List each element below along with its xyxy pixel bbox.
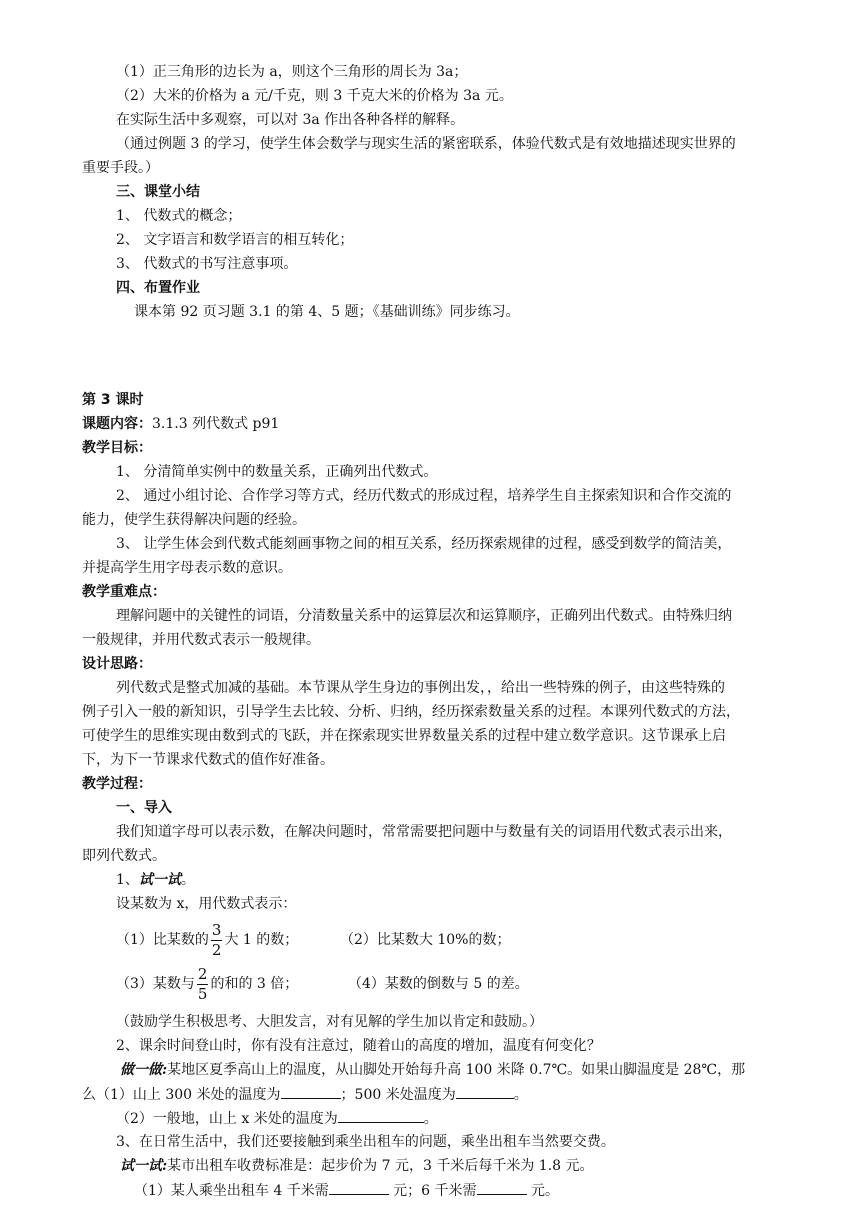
section-summary-heading: 三、课堂小结 xyxy=(116,184,200,200)
question-1: （1）比某数的 $\frac{3}{2}$ 大 1 的数； xyxy=(116,920,299,959)
process-heading: 教学过程： xyxy=(82,776,152,792)
note-line-2: 重要手段。） xyxy=(82,160,159,176)
design-text: 列代数式是整式加减的基础。本节课从学生身边的事例出发，，给出一些特殊的例子，由这些特殊的 xyxy=(116,680,725,696)
taxi-try-line: 试一试:某市出租车收费标准是：起步价为 7 元，3 千米后每千米为 1.8 元。 xyxy=(120,1158,594,1174)
try-it-label: 试一试: xyxy=(120,1158,168,1174)
example-line-1: （1）正三角形的边长为 a，则这个三角形的周长为 3a； xyxy=(116,64,468,80)
key-points-text: 一般规律，并用代数式表示一般规律。 xyxy=(82,632,320,648)
intro-text: 即列代数式。 xyxy=(82,848,166,864)
goal-item: 1、 分清简单实例中的数量关系，正确列出代数式。 xyxy=(116,464,438,480)
answer-blank[interactable] xyxy=(338,1108,424,1123)
note-line-1: （通过例题 3 的学习，使学生体会数学与现实生活的紧密联系，体验代数式是有效地描述现实世界的 xyxy=(116,136,736,152)
key-points-heading: 教学重难点： xyxy=(82,584,166,600)
encourage-note: （鼓励学生积极思考、大胆发言，对有见解的学生加以肯定和鼓励。） xyxy=(116,1014,543,1030)
mountain-intro: 2、课余时间登山时，你有没有注意过，随着山的高度的增加，温度有何变化？ xyxy=(116,1038,601,1054)
goals-heading: 教学目标： xyxy=(82,440,152,456)
observe-line: 在实际生活中多观察，可以对 3a 作出各种各样的解释。 xyxy=(116,112,465,128)
question-2: （2）比某数大 10%的数； xyxy=(340,932,511,948)
do-it-label: 做一做: xyxy=(120,1062,168,1078)
section-homework-heading: 四、布置作业 xyxy=(116,280,200,296)
try-it-label: 试一试 xyxy=(138,872,181,888)
set-x-line: 设某数为 x，用代数式表示： xyxy=(116,896,297,912)
homework-text: 课本第 92 页习题 3.1 的第 4、5 题；《基础训练》同步练习。 xyxy=(134,304,520,320)
goal-item-cont: 能力，使学生获得解决问题的经验。 xyxy=(82,512,306,528)
do-it-line: 做一做:某地区夏季高山上的温度，从山脚处开始每升高 100 米降 0.7℃。如果山脚温度是 28℃，那 xyxy=(120,1062,746,1078)
answer-blank[interactable] xyxy=(456,1084,514,1099)
try-it-line: 1、试一试。 xyxy=(116,872,195,888)
fraction-two-fifths: $\frac{2}{5}$ xyxy=(197,964,208,1003)
taxi-question-1: （1）某人乘坐出租车 4 千米需 元；6 千米需 元。 xyxy=(134,1180,559,1201)
design-text: 例子引入一般的新知识，引导学生去比较、分析、归纳，经历探索数量关系的过程。本课列代数式的方法， xyxy=(82,704,740,720)
answer-blank[interactable] xyxy=(477,1180,527,1195)
topic-value: 3.1.3 列代数式 p91 xyxy=(152,416,280,432)
temperature-question-1: 么（1）山上 300 米处的温度为 ；500 米处温度为 。 xyxy=(82,1084,528,1105)
fraction-three-halves: $\frac{3}{2}$ xyxy=(211,920,222,959)
taxi-intro: 3、在日常生活中，我们还要接触到乘坐出租车的问题，乘坐出租车当然要交费。 xyxy=(116,1134,615,1150)
topic-label: 课题内容： xyxy=(82,416,152,432)
summary-item: 3、 代数式的书写注意事项。 xyxy=(116,256,298,272)
question-3: （3）某数与 $\frac{2}{5}$ 的和的 3 倍； xyxy=(116,964,299,1003)
question-4: （4）某数的倒数与 5 的差。 xyxy=(348,976,529,992)
summary-item: 1、 代数式的概念； xyxy=(116,208,242,224)
design-heading: 设计思路： xyxy=(82,656,152,672)
answer-blank[interactable] xyxy=(281,1084,341,1099)
example-line-2: （2）大米的价格为 a 元/千克，则 3 千克大米的价格为 3a 元。 xyxy=(116,88,513,104)
summary-item: 2、 文字语言和数学语言的相互转化； xyxy=(116,232,354,248)
intro-text: 我们知道字母可以表示数，在解决问题时，常常需要把问题中与数量有关的词语用代数式表示出来， xyxy=(116,824,732,840)
goal-item-cont: 并提高学生用字母表示数的意识。 xyxy=(82,560,292,576)
goal-item: 3、 让学生体会到代数式能刻画事物之间的相互关系，经历探索规律的过程，感受到数学的简洁美， xyxy=(116,536,732,552)
key-points-text: 理解问题中的关键性的词语，分清数量关系中的运算层次和运算顺序，正确列出代数式。由特殊归纳 xyxy=(116,608,732,624)
intro-heading: 一、导入 xyxy=(116,800,172,816)
topic-line xyxy=(82,414,279,434)
design-text: 可使学生的思维实现由数到式的飞跃，并在探索现实世界数量关系的过程中建立数学意识。这节课承上启 xyxy=(82,728,726,744)
lesson-title: 第 3 课时 xyxy=(82,392,144,408)
temperature-question-2: （2）一般地，山上 x 米处的温度为 。 xyxy=(116,1108,438,1129)
answer-blank[interactable] xyxy=(329,1180,389,1195)
design-text: 下，为下一节课求代数式的值作好准备。 xyxy=(82,752,334,768)
goal-item: 2、 通过小组讨论、合作学习等方式，经历代数式的形成过程，培养学生自主探索知识和合作交流的 xyxy=(116,488,732,504)
